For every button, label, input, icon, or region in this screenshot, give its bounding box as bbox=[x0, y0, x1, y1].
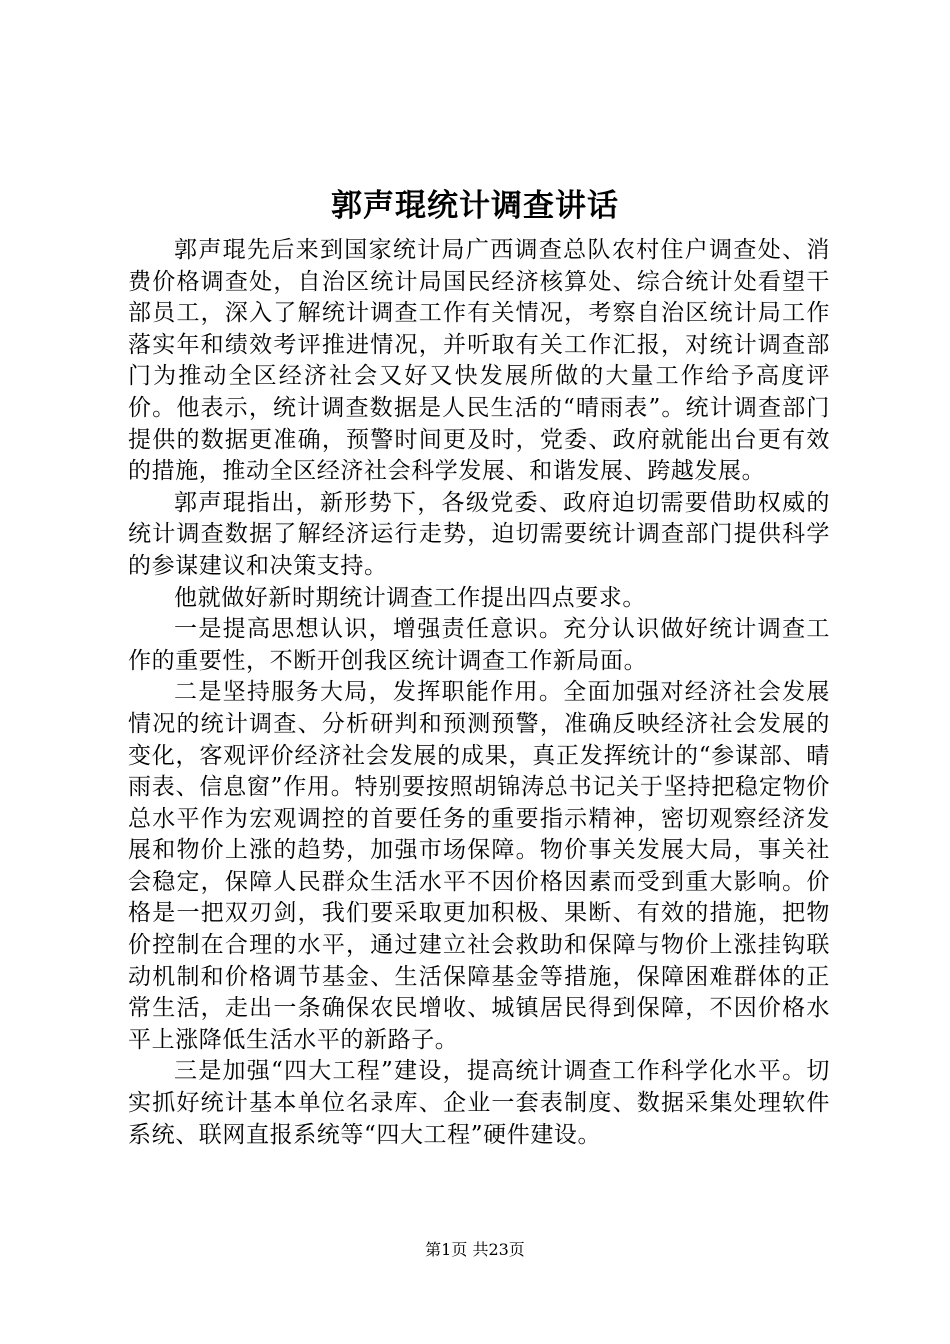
paragraph: 三是加强“四大工程”建设，提高统计调查工作科学化水平。切实抓好统计基本单位名录库、企业一套表制度、数据采集处理软件系统、联网直报系统等“四大工程”硬件建设。 bbox=[128, 1058, 830, 1148]
paragraph: 郭声琨先后来到国家统计局广西调查总队农村住户调查处、消费价格调查处，自治区统计局国民经济核算处、综合统计处看望干部员工，深入了解统计调查工作有关情况，考察自治区统计局工作落实年和绩效考评推进情况，并听取有关工作汇报，对统计调查部门为推动全区经济社会又好又快发展所做的大量工作给予高度评价。他表示，统计调查数据是人民生活的“晴雨表”。统计调查部门提供的数据更准确，预警时间更及时，党委、政府就能出台更有效的措施，推动全区经济社会科学发展、和谐发展、跨越发展。 bbox=[128, 237, 830, 485]
paragraph: 郭声琨指出，新形势下，各级党委、政府迫切需要借助权威的统计调查数据了解经济运行走势，迫切需要统计调查部门提供科学的参谋建议和决策支持。 bbox=[128, 489, 830, 579]
document-title: 郭声琨统计调查讲话 bbox=[331, 188, 619, 224]
document-body bbox=[128, 235, 830, 1151]
paragraph: 他就做好新时期统计调查工作提出四点要求。 bbox=[174, 584, 646, 611]
page-footer: 第1页 共23页 bbox=[425, 1240, 525, 1259]
paragraph: 二是坚持服务大局，发挥职能作用。全面加强对经济社会发展情况的统计调查、分析研判和预测预警，准确反映经济社会发展的变化，客观评价经济社会发展的成果，真正发挥统计的“参谋部、晴雨表、信息窗”作用。特别要按照胡锦涛总书记关于坚持把稳定物价总水平作为宏观调控的首要任务的重要指示精神，密切观察经济发展和物价上涨的趋势，加强市场保障。物价事关发展大局，事关社会稳定，保障人民群众生活水平不因价格因素而受到重大影响。价格是一把双刃剑，我们要采取更加积极、果断、有效的措施，把物价控制在合理的水平，通过建立社会救助和保障与物价上涨挂钩联动机制和价格调节基金、生活保障基金等措施，保障困难群体的正常生活，走出一条确保农民增收、城镇居民得到保障，不因价格水平上涨降低生活水平的新路子。 bbox=[128, 679, 830, 1053]
paragraph: 一是提高思想认识，增强责任意识。充分认识做好统计调查工作的重要性，不断开创我区统计调查工作新局面。 bbox=[128, 616, 830, 674]
